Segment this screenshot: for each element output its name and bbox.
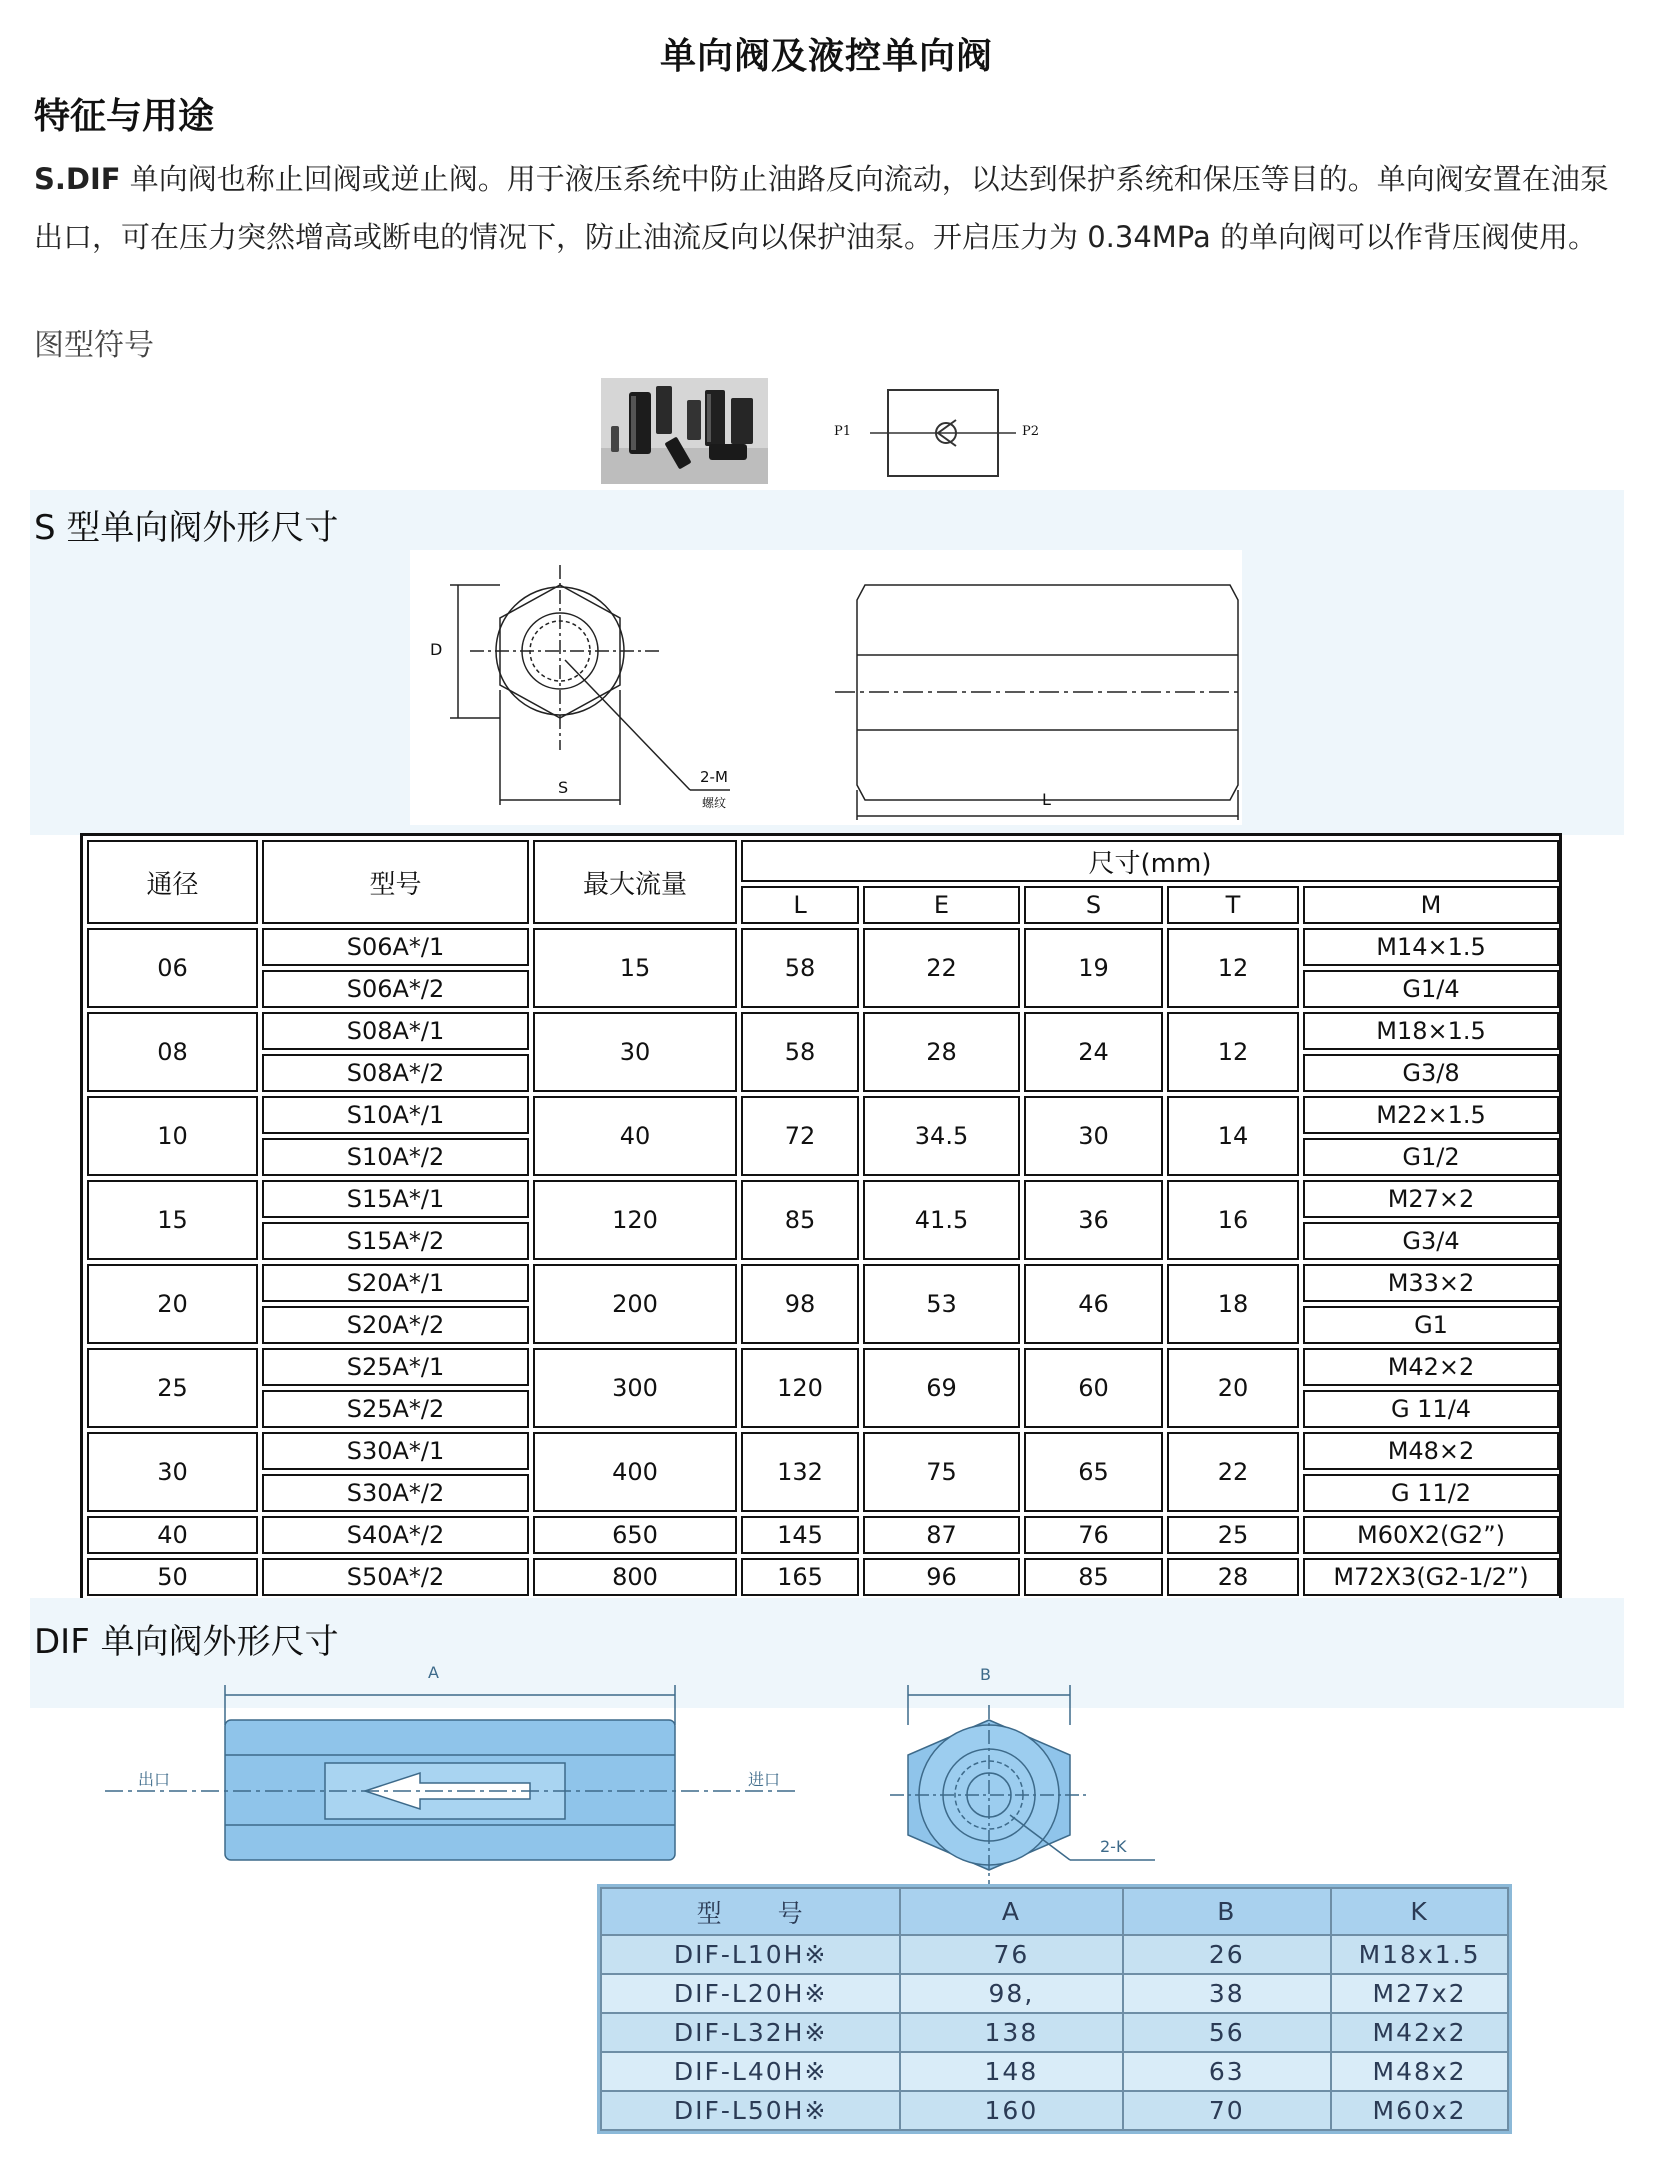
cell-s: 46 <box>1024 1264 1163 1344</box>
dif-dimension-table <box>597 1884 1512 2134</box>
cell-bore: 25 <box>87 1348 258 1428</box>
thread-sub-label: 螺纹 <box>702 796 727 810</box>
dif-cell-model: DIF-L20H※ <box>601 1974 900 2013</box>
cell-t: 16 <box>1167 1180 1299 1260</box>
dif-header-k: K <box>1331 1888 1508 1935</box>
table-row <box>87 928 1559 966</box>
cell-bore: 10 <box>87 1096 258 1176</box>
cell-model: S25A*/2 <box>262 1390 529 1428</box>
cell-model: S30A*/2 <box>262 1474 529 1512</box>
cell-m: M42×2 <box>1303 1348 1559 1386</box>
cell-model: S06A*/1 <box>262 928 529 966</box>
dif-header-b: B <box>1123 1888 1332 1935</box>
header-dim-s: S <box>1024 886 1163 924</box>
cell-s: 36 <box>1024 1180 1163 1260</box>
dif-cell-k: M60x2 <box>1331 2091 1508 2130</box>
thread-label: 2-M <box>700 768 728 786</box>
cell-s: 85 <box>1024 1558 1163 1596</box>
dif-cell-b: 38 <box>1123 1974 1332 2013</box>
header-bore: 通径 <box>87 840 258 924</box>
dim-d-label: D <box>430 640 443 659</box>
dif-cell-a: 98, <box>900 1974 1122 2013</box>
cell-e: 69 <box>863 1348 1020 1428</box>
cell-bore: 15 <box>87 1180 258 1260</box>
cell-bore: 20 <box>87 1264 258 1344</box>
s-section-heading: S 型单向阀外形尺寸 <box>34 508 339 548</box>
cell-model: S15A*/1 <box>262 1180 529 1218</box>
table-row <box>87 1348 1559 1386</box>
cell-l: 132 <box>741 1432 859 1512</box>
cell-flow: 30 <box>533 1012 737 1092</box>
s-valve-outline <box>410 550 1242 825</box>
dif-header-a: A <box>900 1888 1122 1935</box>
cell-s: 19 <box>1024 928 1163 1008</box>
cell-s: 30 <box>1024 1096 1163 1176</box>
table-row <box>87 1432 1559 1470</box>
cell-bore: 06 <box>87 928 258 1008</box>
check-valve-symbol <box>830 380 1060 484</box>
cell-m: M33×2 <box>1303 1264 1559 1302</box>
dif-cell-b: 26 <box>1123 1935 1332 1974</box>
dif-cell-k: M48x2 <box>1331 2052 1508 2091</box>
cell-m: G1/4 <box>1303 970 1559 1008</box>
dif-cell-k: M18x1.5 <box>1331 1935 1508 1974</box>
table-row <box>601 2052 1508 2091</box>
port-p2-label: P2 <box>1022 424 1040 439</box>
table-row <box>87 1516 1559 1554</box>
cell-m: M22×1.5 <box>1303 1096 1559 1134</box>
cell-m: G1 <box>1303 1306 1559 1344</box>
page-title: 单向阀及液控单向阀 <box>659 36 993 77</box>
cell-t: 18 <box>1167 1264 1299 1344</box>
cell-flow: 15 <box>533 928 737 1008</box>
cell-m: M14×1.5 <box>1303 928 1559 966</box>
dif-header-model: 型 号 <box>601 1888 900 1935</box>
dif-cell-a: 138 <box>900 2013 1122 2052</box>
cell-model: S40A*/2 <box>262 1516 529 1554</box>
dim-l-label: L <box>1042 790 1051 809</box>
cell-model: S10A*/2 <box>262 1138 529 1176</box>
cell-t: 12 <box>1167 928 1299 1008</box>
cell-flow: 40 <box>533 1096 737 1176</box>
cell-s: 76 <box>1024 1516 1163 1554</box>
inlet-label: 进口 <box>748 1770 781 1789</box>
cell-l: 58 <box>741 1012 859 1092</box>
dif-valve-outline <box>100 1665 1200 1890</box>
cell-t: 22 <box>1167 1432 1299 1512</box>
cell-e: 22 <box>863 928 1020 1008</box>
header-dim-m: M <box>1303 886 1559 924</box>
table-row <box>601 2091 1508 2130</box>
cell-model: S08A*/2 <box>262 1054 529 1092</box>
dim-a-label: A <box>428 1663 439 1682</box>
dif-cell-model: DIF-L50H※ <box>601 2091 900 2130</box>
cell-model: S20A*/1 <box>262 1264 529 1302</box>
header-dim-l: L <box>741 886 859 924</box>
s-dimension-table <box>80 833 1562 1603</box>
dif-table-header-row <box>601 1888 1508 1935</box>
cell-m: G 11/4 <box>1303 1390 1559 1428</box>
cell-flow: 120 <box>533 1180 737 1260</box>
dim-s-label: S <box>558 778 569 797</box>
product-photo <box>601 378 768 484</box>
outlet-label: 出口 <box>138 1770 171 1789</box>
model-prefix: S.DIF <box>34 162 121 196</box>
dif-cell-model: DIF-L40H※ <box>601 2052 900 2091</box>
table-row <box>601 2013 1508 2052</box>
cell-e: 34.5 <box>863 1096 1020 1176</box>
s-valve-drawing <box>410 550 1242 825</box>
table-row <box>87 1558 1559 1596</box>
header-dim-e: E <box>863 886 1020 924</box>
intro-paragraph <box>34 150 1624 266</box>
cell-e: 53 <box>863 1264 1020 1344</box>
cell-t: 14 <box>1167 1096 1299 1176</box>
cell-model: S08A*/1 <box>262 1012 529 1050</box>
cell-flow: 400 <box>533 1432 737 1512</box>
cell-model: S15A*/2 <box>262 1222 529 1260</box>
table-row <box>601 1935 1508 1974</box>
dif-valve-drawing <box>100 1665 1200 1890</box>
cell-bore: 50 <box>87 1558 258 1596</box>
dif-cell-model: DIF-L32H※ <box>601 2013 900 2052</box>
cell-t: 25 <box>1167 1516 1299 1554</box>
cell-flow: 300 <box>533 1348 737 1428</box>
table-row <box>87 1264 1559 1302</box>
cell-t: 20 <box>1167 1348 1299 1428</box>
header-model: 型号 <box>262 840 529 924</box>
dif-cell-a: 160 <box>900 2091 1122 2130</box>
cell-model: S50A*/2 <box>262 1558 529 1596</box>
intro-text: 单向阀也称止回阀或逆止阀。用于液压系统中防止油路反向流动，以达到保护系统和保压等目的。单向阀安置在油泵出口，可在压力突然增高或断电的情况下，防止油流反向以保护油泵。开启压力为 0.34MPa 的单向阀可以作背压阀使用。 <box>34 162 1609 254</box>
cell-l: 72 <box>741 1096 859 1176</box>
cell-bore: 30 <box>87 1432 258 1512</box>
header-dim-t: T <box>1167 886 1299 924</box>
cell-m: M27×2 <box>1303 1180 1559 1218</box>
header-flow: 最大流量 <box>533 840 737 924</box>
cell-t: 28 <box>1167 1558 1299 1596</box>
cell-l: 165 <box>741 1558 859 1596</box>
cell-e: 96 <box>863 1558 1020 1596</box>
cell-bore: 08 <box>87 1012 258 1092</box>
header-dims: 尺寸(mm) <box>741 840 1559 882</box>
cell-e: 75 <box>863 1432 1020 1512</box>
cell-model: S06A*/2 <box>262 970 529 1008</box>
dif-cell-a: 76 <box>900 1935 1122 1974</box>
cell-e: 28 <box>863 1012 1020 1092</box>
port-p1-label: P1 <box>834 424 852 439</box>
cell-m: G 11/2 <box>1303 1474 1559 1512</box>
cell-m: M48×2 <box>1303 1432 1559 1470</box>
dif-cell-k: M42x2 <box>1331 2013 1508 2052</box>
cell-model: S25A*/1 <box>262 1348 529 1386</box>
dif-cell-b: 56 <box>1123 2013 1332 2052</box>
cell-m: G3/8 <box>1303 1054 1559 1092</box>
cell-model: S10A*/1 <box>262 1096 529 1134</box>
cell-e: 87 <box>863 1516 1020 1554</box>
figure-label: 图型符号 <box>34 328 154 363</box>
cell-l: 98 <box>741 1264 859 1344</box>
cell-t: 12 <box>1167 1012 1299 1092</box>
cell-bore: 40 <box>87 1516 258 1554</box>
dif-section-heading: DIF 单向阀外形尺寸 <box>34 1622 339 1662</box>
cell-m: M18×1.5 <box>1303 1012 1559 1050</box>
cell-flow: 200 <box>533 1264 737 1344</box>
cell-e: 41.5 <box>863 1180 1020 1260</box>
dif-cell-b: 63 <box>1123 2052 1332 2091</box>
s-table <box>83 836 1563 1600</box>
cell-model: S20A*/2 <box>262 1306 529 1344</box>
cell-m: G3/4 <box>1303 1222 1559 1260</box>
table-row <box>601 1974 1508 2013</box>
cell-m: G1/2 <box>1303 1138 1559 1176</box>
cell-m: M72X3(G2-1/2”) <box>1303 1558 1559 1596</box>
dif-cell-k: M27x2 <box>1331 1974 1508 2013</box>
dif-cell-model: DIF-L10H※ <box>601 1935 900 1974</box>
cell-l: 120 <box>741 1348 859 1428</box>
dim-k-label: 2-K <box>1100 1837 1127 1856</box>
cell-l: 145 <box>741 1516 859 1554</box>
cell-flow: 650 <box>533 1516 737 1554</box>
table-row <box>87 1180 1559 1218</box>
table-row <box>87 1096 1559 1134</box>
cell-flow: 800 <box>533 1558 737 1596</box>
dif-table <box>600 1887 1509 2131</box>
cell-m: M60X2(G2”) <box>1303 1516 1559 1554</box>
cell-l: 58 <box>741 928 859 1008</box>
cell-s: 60 <box>1024 1348 1163 1428</box>
dif-cell-b: 70 <box>1123 2091 1332 2130</box>
dim-b-label: B <box>980 1665 991 1684</box>
cell-l: 85 <box>741 1180 859 1260</box>
cell-model: S30A*/1 <box>262 1432 529 1470</box>
cell-s: 65 <box>1024 1432 1163 1512</box>
dif-cell-a: 148 <box>900 2052 1122 2091</box>
features-heading: 特征与用途 <box>34 96 215 137</box>
cell-s: 24 <box>1024 1012 1163 1092</box>
table-row <box>87 1012 1559 1050</box>
